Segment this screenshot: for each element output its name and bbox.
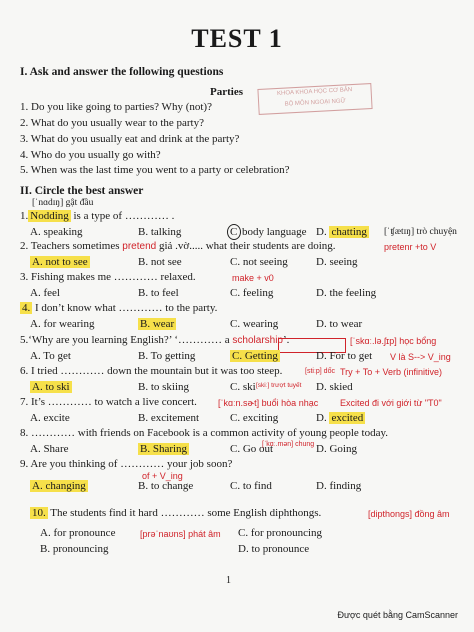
option-c: C. ski — [230, 381, 256, 393]
option-c: body language — [242, 226, 307, 238]
option-c: C. wearing — [230, 318, 279, 330]
option-b: B. to feel — [138, 287, 179, 299]
option-a: A. not to see — [32, 256, 88, 268]
phonetic-note: [ˈnɑdɪŋ] gật đầu — [32, 198, 94, 208]
question-10: 10. The students find it hard ………… some English diphthongs. — [32, 507, 322, 519]
question-3: 3. Fishing makes me ………… relaxed. — [20, 271, 196, 283]
section-1-subheading: Parties — [210, 86, 243, 98]
option-d: D. to pronounce — [238, 543, 310, 555]
option-c: C. not seeing — [230, 256, 288, 268]
option-a: A. changing — [32, 480, 86, 492]
annotation: [prəˈnaʊns] phát âm — [140, 529, 221, 539]
option-b: B. to change — [138, 480, 194, 492]
annotation: [skiː] trượt tuyết — [256, 382, 302, 389]
question-2: 2. Teachers sometimes pretend giả .vờ..... what their students are doing. — [20, 240, 336, 252]
section-1-heading: I. Ask and answer the following questions — [20, 66, 224, 78]
annotation: [ˈskɑː.lə.ʃɪp] học bổng — [350, 336, 437, 346]
option-a: A. speaking — [30, 226, 83, 238]
option-c: C. Getting — [232, 350, 278, 362]
option-a: A. To get — [30, 350, 71, 362]
question-text: 1. Do you like going to parties? Why (not)? — [20, 101, 212, 113]
option-b: B. talking — [138, 226, 182, 238]
page-number: 1 — [226, 575, 231, 586]
annotation: Excited đi với giới từ "T0" — [340, 398, 442, 408]
question-text: 5. When was the last time you went to a party or celebration? — [20, 164, 290, 176]
question-text: 4. Who do you usually go with? — [20, 149, 161, 161]
option-a: A. Share — [30, 443, 69, 455]
annotation: [stiːp] dốc — [305, 368, 335, 375]
option-d: D. skied — [316, 381, 353, 393]
option-c: C. feeling — [230, 287, 274, 299]
annotation: pretenr +to V — [384, 242, 437, 252]
option-b: B. To getting — [138, 350, 196, 362]
option-b: B. pronouncing — [40, 543, 109, 555]
option-c-letter: C — [230, 226, 238, 238]
question-6: 6. I tried ………… down the mountain but it was too steep. — [20, 365, 283, 377]
annotation: [ˈkɑːn.sɚt] buổi hòa nhạc — [218, 398, 319, 408]
question-5: 5.‘Why are you learning English?’ ‘………… a scholarship’. — [20, 334, 290, 346]
option-d: D. Going — [316, 443, 357, 455]
annotation: [ˈkɑː.mən] chung — [262, 441, 315, 448]
highlight: Nodding — [30, 210, 69, 222]
question-text: 2. What do you usually wear to the party? — [20, 117, 204, 129]
annotation: [dipthongs] đồng âm — [368, 509, 450, 519]
vocab-note: [ˈʧætɪŋ] trò chuyện — [384, 227, 457, 237]
section-2-heading: II. Circle the best answer — [20, 185, 144, 197]
option-a: A. for pronounce — [40, 527, 116, 539]
question-1: 1. Nodding is a type of ………… . — [20, 210, 175, 222]
option-d: D. For to get — [316, 350, 373, 362]
annotation: pretend — [122, 241, 157, 252]
page-title: TEST 1 — [191, 24, 283, 53]
option-d: D. to wear — [316, 318, 363, 330]
question-9: 9. Are you thinking of ………… your job soon? — [20, 458, 233, 470]
option-b: B. Sharing — [140, 443, 188, 455]
option-c: C. for pronouncing — [238, 527, 323, 539]
annotation: V là S--> V_ing — [390, 352, 451, 362]
option-d: D. finding — [316, 480, 362, 492]
option-c: C. Go out — [230, 443, 274, 455]
option-b: B. excitement — [138, 412, 200, 424]
option-b: B. wear — [140, 318, 175, 330]
annotation: make + v0 — [232, 273, 274, 283]
option-c: C. to find — [230, 480, 272, 492]
option-a: A. excite — [30, 412, 70, 424]
option-d: D. the feeling — [316, 287, 377, 299]
option-a: A. to ski — [32, 381, 70, 393]
option-d: D. excited — [316, 412, 364, 424]
option-a: A. for wearing — [30, 318, 95, 330]
option-a: A. feel — [30, 287, 60, 299]
option-d: D. seeing — [316, 256, 358, 268]
option-c: C. exciting — [230, 412, 279, 424]
option-b: B. to skiing — [138, 381, 190, 393]
option-d: D. chatting — [316, 226, 367, 238]
question-4: 4. I don’t know what ………… to the party. — [22, 302, 218, 314]
annotation: of + V_ing — [142, 471, 183, 481]
option-b: B. not see — [138, 256, 182, 268]
question-8: 8. ………… with friends on Facebook is a common activity of young people today. — [20, 427, 389, 439]
question-7: 7. It’s ………… to watch a live concert. — [20, 396, 197, 408]
department-stamp: KHOA KHOA HỌC CƠ BẢN BỘ MÔN NGOẠI NGỮ — [257, 83, 372, 115]
scanner-watermark: Được quét bằng CamScanner — [337, 610, 458, 620]
annotation: Try + To + Verb (infinitive) — [340, 367, 443, 377]
question-text: 3. What do you usually eat and drink at the party? — [20, 133, 240, 145]
